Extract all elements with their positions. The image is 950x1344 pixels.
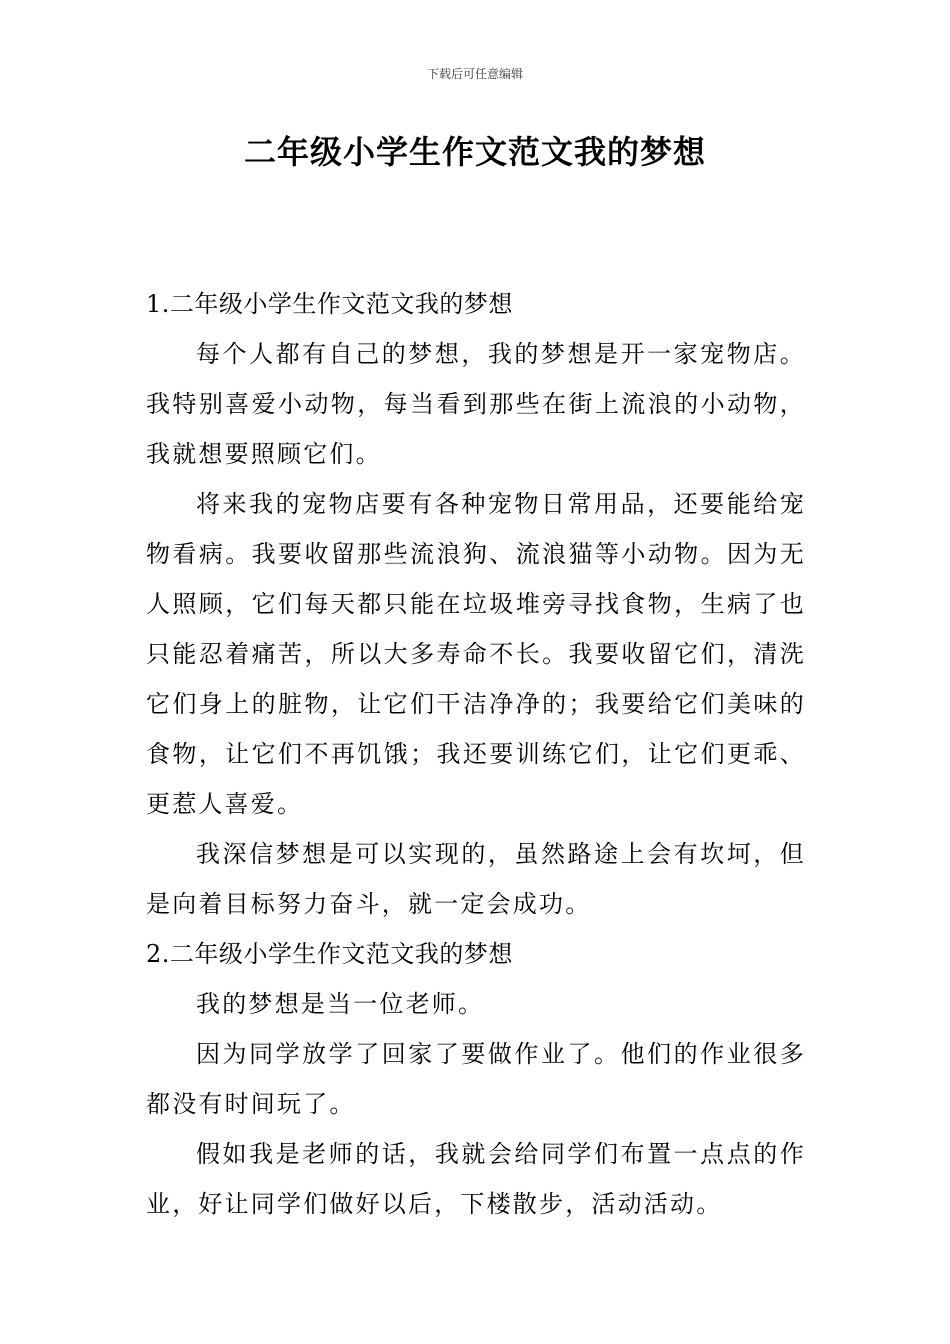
document-title: 二年级小学生作文范文我的梦想 (243, 133, 706, 171)
paragraph: 我的梦想是当一位老师。 (196, 990, 485, 1018)
section-heading-1: 1.二年级小学生作文范文我的梦想 (146, 290, 513, 318)
paragraph: 假如我是老师的话，我就会给同学们布置一点点的作业，好让同学们做好以后，下楼散步，活动活动。 (146, 1140, 806, 1218)
header-note: 下载后可任意编辑 (426, 67, 523, 81)
document-body (146, 279, 806, 1229)
section-heading-2: 2.二年级小学生作文范文我的梦想 (146, 940, 513, 968)
paragraph: 因为同学放学了回家了要做作业了。他们的作业很多都没有时间玩了。 (146, 1040, 806, 1118)
paragraph: 我深信梦想是可以实现的，虽然路途上会有坎坷，但是向着目标努力奋斗，就一定会成功。 (146, 840, 806, 918)
paragraph: 将来我的宠物店要有各种宠物日常用品，还要能给宠物看病。我要收留那些流浪狗、流浪猫等小动物。因为无人照顾，它们每天都只能在垃圾堆旁寻找食物，生病了也只能忍着痛苦，所以大多寿命不长。我要收留它们，清洗它们身上的脏物，让它们干洁净净的；我要给它们美味的食物，让它们不再饥饿；我还要训练它们，让它们更乖、更惹人喜爱。 (146, 490, 806, 818)
paragraph: 每个人都有自己的梦想，我的梦想是开一家宠物店。我特别喜爱小动物，每当看到那些在街上流浪的小动物，我就想要照顾它们。 (146, 340, 806, 468)
